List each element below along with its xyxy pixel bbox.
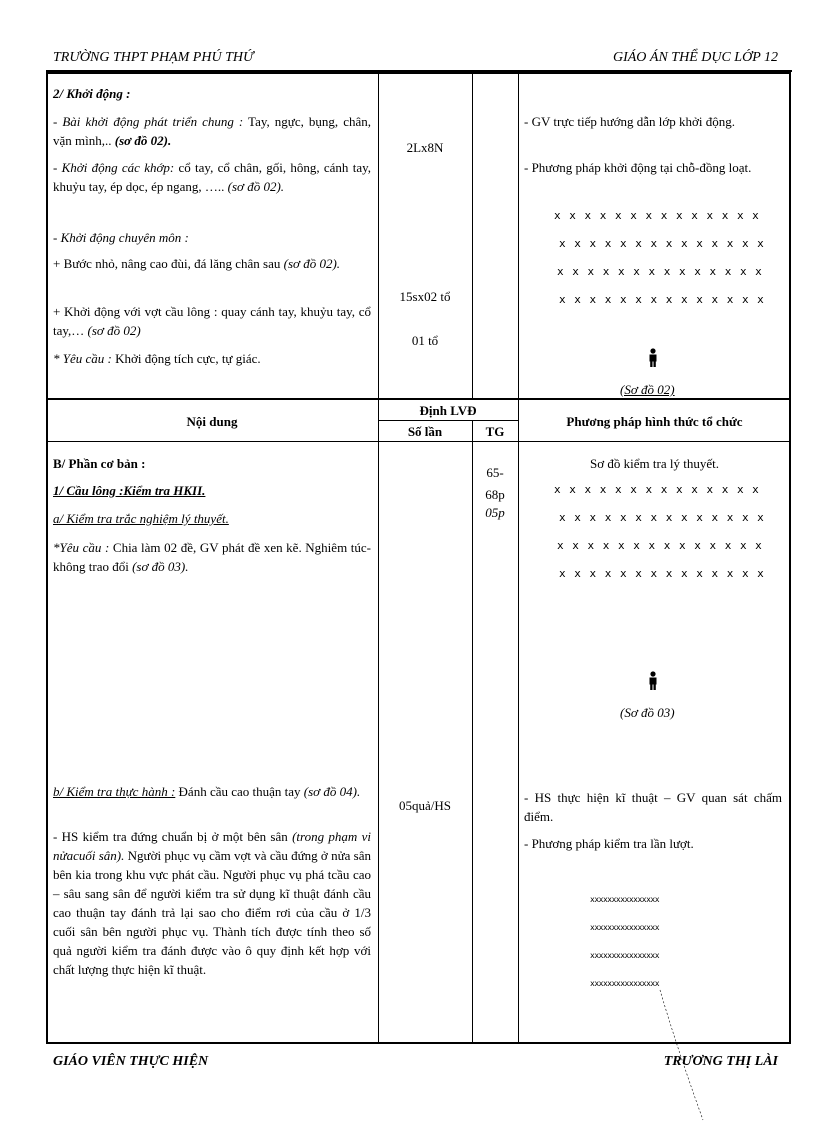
practice-formation-row: xxxxxxxxxxxxxxxx (590, 951, 660, 960)
main-time-2: 68p (485, 487, 505, 502)
col-divider-3 (518, 72, 519, 1044)
th-content: Nội dung (186, 414, 238, 429)
warmup-dose-3: 01 tổ (411, 333, 439, 348)
warmup-dose-1: 2Lx8N (406, 140, 444, 155)
teacher-icon (648, 348, 658, 368)
warmup-racket: + Khởi động với vợt cầu lông : quay cánh tay, khuỷu tay, cổ tay,… (sơ đồ 02) (53, 304, 371, 338)
warmup-method-2: - Phương pháp khởi động tại chỗ-đồng loạt. (524, 160, 752, 175)
main-badminton-title: 1/ Cầu lông :Kiểm tra HKII. (53, 483, 206, 498)
warmup-general: - Bài khởi động phát triển chung : Tay, ngực, bụng, chân, vặn mình,.. (sơ đồ 02). (53, 114, 371, 148)
warmup-formation-row: x x x x x x x x x x x x x x (554, 209, 760, 222)
header-subject: GIÁO ÁN THỂ DỤC LỚP 12 (612, 50, 778, 65)
header-bottom-line (46, 441, 791, 442)
th-time: TG (485, 424, 505, 439)
practice-description: - HS kiểm tra đứng chuẩn bị ở một bên sân (trong phạm vi nửacuối sân). Người phục vụ cầm vợt và cầu đứng ở nửa sân bên kia trong khu vực phát cầu. Người phục vụ phá tcầu cao – sâu sang sân để người kiểm tra sử dụng kĩ thuật đánh cầu cao thuận tay đánh trả lại sao cho điểm rơi của cầu ở 1/3 cuối sân bên người phục vụ. Thành tích được tính theo số quả người kiểm tra đánh được vào ô quy định kết hợp với chất lượng thực hiện kĩ thuật. (53, 829, 372, 977)
main-theory-requirement: *Yêu cầu : Chia làm 02 đề, GV phát đề xen kẽ. Nghiêm túc-không trao đổi (sơ đồ 03). (53, 540, 371, 574)
main-time-3: 05p (485, 505, 505, 520)
theory-diagram-title: Sơ đồ kiểm tra lý thuyết. (590, 456, 719, 471)
th-dosage: Định LVĐ (419, 403, 477, 418)
theory-formation-row: x x x x x x x x x x x x x x (559, 567, 765, 580)
theory-formation-row: x x x x x x x x x x x x x x (559, 511, 765, 524)
practice-method-2: - Phương pháp kiểm tra lần lượt. (524, 836, 694, 851)
warmup-formation-row: x x x x x x x x x x x x x x (557, 265, 763, 278)
subheader-line (378, 420, 518, 421)
practice-reps: 05quả/HS (399, 798, 451, 813)
practice-title: b/ Kiểm tra thực hành : Đánh cầu cao thuận tay (sơ đồ 04). (53, 784, 361, 799)
section-divider (46, 398, 791, 400)
warmup-requirement: * Yêu cầu : Khởi động tích cực, tự giác. (53, 351, 261, 366)
col-divider-1 (378, 72, 379, 1044)
th-reps: Số lần (407, 424, 443, 439)
warmup-title: 2/ Khởi động : (53, 86, 131, 101)
warmup-method-1: - GV trực tiếp hướng dẫn lớp khởi động. (524, 114, 736, 129)
col-divider-2a (472, 72, 473, 398)
footer-teacher-label: GIÁO VIÊN THỰC HIỆN (53, 1054, 209, 1069)
warmup-steps: + Bước nhỏ, nâng cao đùi, đá lăng chân sau (sơ đồ 02). (53, 256, 341, 271)
warmup-diagram-label: (Sơ đồ 02) (620, 382, 675, 397)
main-theory-title: a/ Kiểm tra trắc nghiệm lý thuyết. (53, 511, 229, 526)
theory-formation-row: x x x x x x x x x x x x x x (554, 483, 760, 496)
warmup-joints: - Khởi động các khớp: cổ tay, cổ chân, gối, hông, cánh tay, khuỷu tay, ép dọc, ép ngang, ….. (sơ đồ 02). (53, 160, 371, 194)
theory-diagram-label: (Sơ đồ 03) (620, 705, 675, 720)
main-title: B/ Phần cơ bản : (53, 456, 146, 471)
warmup-formation-row: x x x x x x x x x x x x x x (559, 237, 765, 250)
practice-formation-row: xxxxxxxxxxxxxxxx (590, 979, 660, 988)
teacher-icon (648, 671, 658, 691)
theory-formation-row: x x x x x x x x x x x x x x (557, 539, 763, 552)
practice-formation-row: xxxxxxxxxxxxxxxx (590, 895, 660, 904)
practice-formation-row: xxxxxxxxxxxxxxxx (590, 923, 660, 932)
warmup-dose-2: 15sx02 tổ (399, 289, 451, 304)
main-time-1: 65- (486, 465, 504, 480)
practice-method-1: - HS thực hiện kĩ thuật – GV quan sát chấm điểm. (524, 790, 782, 824)
warmup-formation-row: x x x x x x x x x x x x x x (559, 293, 765, 306)
th-method: Phương pháp hình thức tổ chức (566, 414, 743, 429)
warmup-special: - Khởi động chuyên môn : (53, 230, 189, 245)
header-school: TRƯỜNG THPT PHẠM PHÚ THỨ (53, 50, 254, 65)
footer-teacher-name: TRƯƠNG THỊ LÀI (663, 1054, 778, 1069)
